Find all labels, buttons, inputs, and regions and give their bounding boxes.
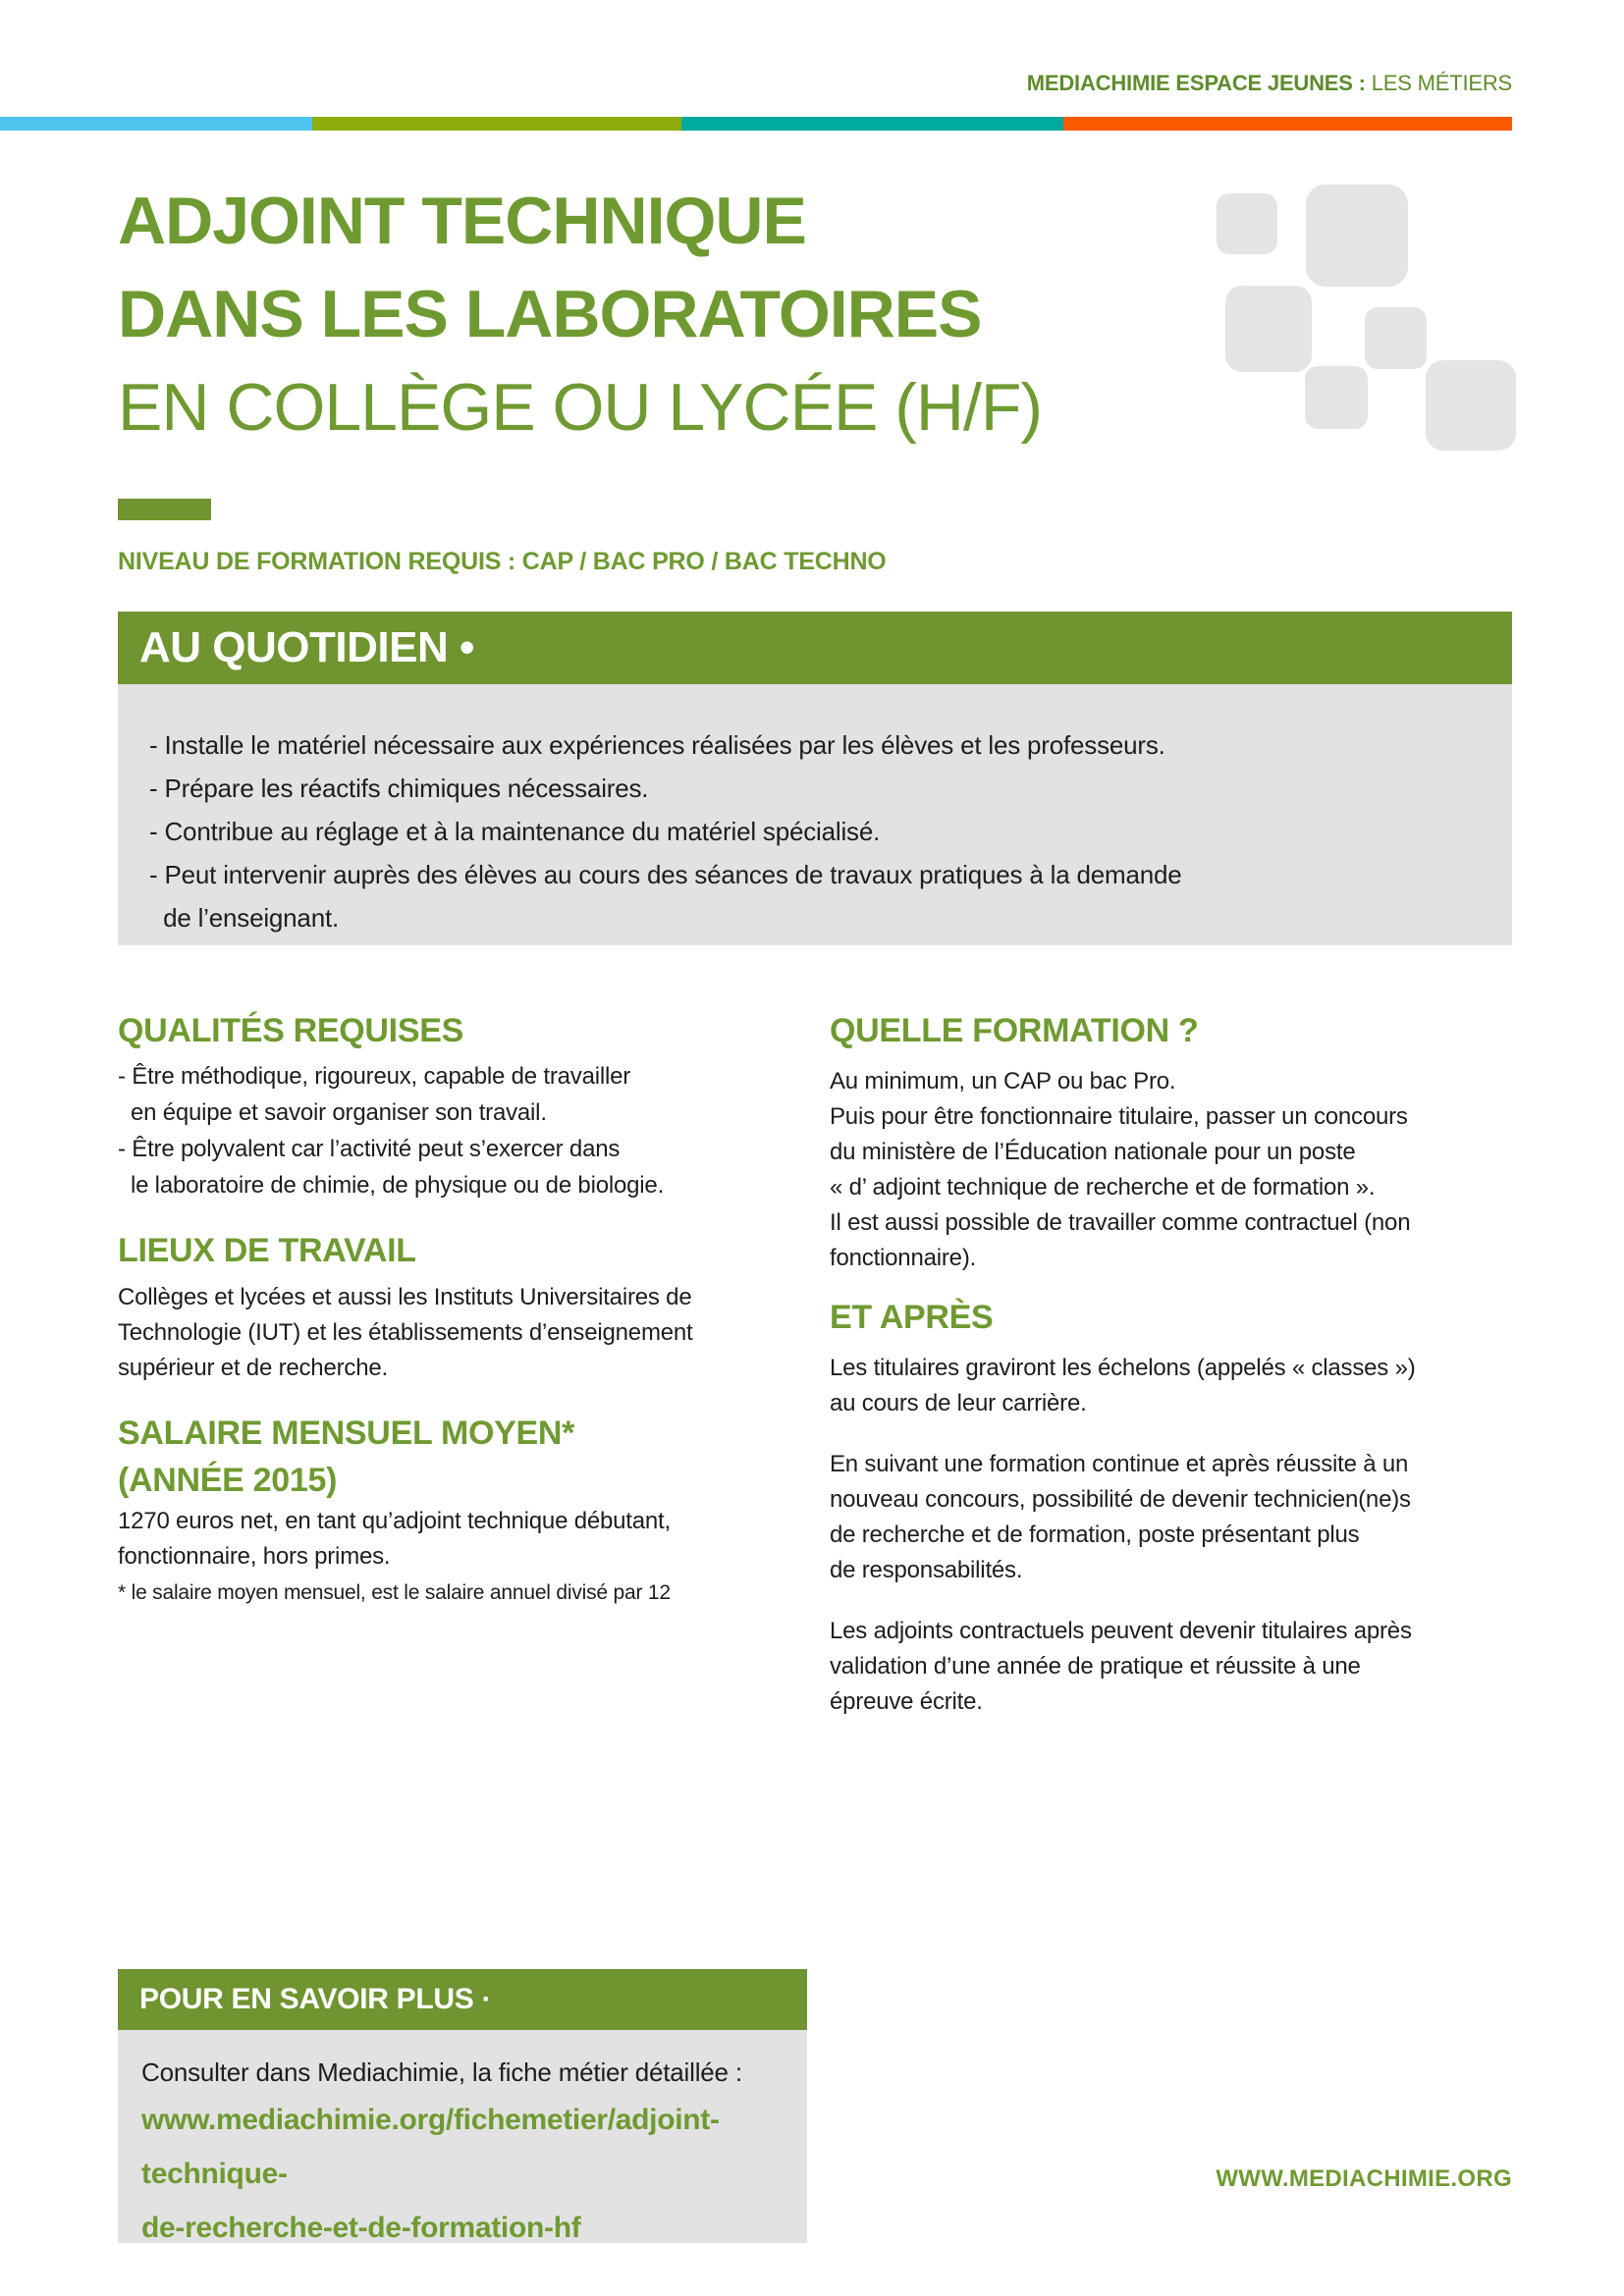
salary-heading-line2: (ANNÉE 2015): [118, 1462, 338, 1499]
after-line: de recherche et de formation, poste présentant plus: [830, 1522, 1360, 1548]
after-line: Les adjoints contractuels peuvent devenir titulaires après: [830, 1618, 1412, 1644]
workplace-line: supérieur et de recherche.: [118, 1355, 388, 1381]
salary-line: fonctionnaire, hors primes.: [118, 1543, 391, 1570]
more-info-intro: Consulter dans Mediachimie, la fiche métier détaillée :: [141, 2057, 742, 2087]
formation-line: Il est aussi possible de travailler comme contractuel (non: [830, 1209, 1411, 1236]
decor-square: [1305, 366, 1368, 429]
salary-heading-line1: SALAIRE MENSUEL MOYEN*: [118, 1415, 575, 1452]
quality-line: - Être polyvalent car l’activité peut s’exercer dans: [118, 1136, 621, 1162]
after-line: nouveau concours, possibilité de devenir technicien(ne)s: [830, 1486, 1411, 1513]
page-title-line2: DANS LES LABORATOIRES: [118, 277, 982, 351]
stripe-segment-orange: [1063, 117, 1512, 131]
decor-square: [1217, 193, 1277, 254]
stripe-segment-cyan: [0, 117, 312, 131]
brand-label: [1027, 71, 1512, 96]
after-line: Les titulaires graviront les échelons (appelés « classes »): [830, 1355, 1416, 1381]
after-text: [830, 1351, 1517, 1720]
decor-square: [1365, 307, 1427, 369]
salary-footnote: * le salaire moyen mensuel, est le salaire annuel divisé par 12: [118, 1581, 671, 1604]
after-line: [830, 1421, 1517, 1447]
left-column: [118, 1011, 805, 1608]
more-info-title: POUR EN SAVOIR PLUS ·: [139, 1983, 492, 2015]
formation-text: [830, 1064, 1517, 1276]
decor-square: [1306, 185, 1408, 287]
after-line: de responsabilités.: [830, 1557, 1023, 1583]
quality-line: - Être méthodique, rigoureux, capable de travailler: [118, 1063, 631, 1090]
quality-line: en équipe et savoir organiser son travail.: [118, 1099, 547, 1126]
daily-task-line: - Installe le matériel nécessaire aux expériences réalisées par les élèves et les professeurs.: [149, 730, 1165, 760]
daily-section-box: [118, 684, 1512, 945]
brand-label-regular: LES MÉTIERS: [1365, 71, 1512, 95]
right-column: [830, 1011, 1517, 1720]
after-line: au cours de leur carrière.: [830, 1390, 1087, 1416]
color-stripe: [0, 117, 1512, 131]
formation-line: « d’ adjoint technique de recherche et de formation ».: [830, 1174, 1376, 1201]
qualities-heading: QUALITÉS REQUISES: [118, 1012, 463, 1049]
workplaces-text: [118, 1280, 805, 1386]
salary-heading: [118, 1410, 805, 1504]
formation-heading: QUELLE FORMATION ?: [830, 1012, 1199, 1049]
page-title: [118, 175, 1042, 454]
formation-line: Puis pour être fonctionnaire titulaire, passer un concours: [830, 1103, 1408, 1130]
green-divider-rect: [118, 499, 211, 520]
after-line: épreuve écrite.: [830, 1688, 983, 1715]
daily-task-line: - Contribue au réglage et à la maintenance du matériel spécialisé.: [149, 817, 881, 846]
page-title-line1: ADJOINT TECHNIQUE: [118, 184, 806, 258]
daily-section-banner: [118, 612, 1512, 684]
formation-level-line: NIVEAU DE FORMATION REQUIS : CAP / BAC PRO / BAC TECHNO: [118, 548, 887, 575]
workplaces-heading: LIEUX DE TRAVAIL: [118, 1232, 416, 1269]
decor-square: [1426, 360, 1516, 451]
salary-text: [118, 1504, 805, 1575]
stripe-segment-teal: [681, 117, 1063, 131]
after-line: En suivant une formation continue et après réussite à un: [830, 1451, 1409, 1477]
formation-line: du ministère de l’Éducation nationale pour un poste: [830, 1139, 1356, 1165]
more-info-link-line[interactable]: de-recherche-et-de-formation-hf: [141, 2212, 581, 2244]
daily-task-line: - Peut intervenir auprès des élèves au cours des séances de travaux pratiques à la demande: [149, 860, 1182, 889]
after-heading: ET APRÈS: [830, 1299, 994, 1336]
salary-line: 1270 euros net, en tant qu’adjoint technique débutant,: [118, 1508, 671, 1534]
brand-label-bold: MEDIACHIMIE ESPACE JEUNES :: [1026, 71, 1366, 95]
formation-line: fonctionnaire).: [830, 1245, 977, 1271]
more-info-link-line[interactable]: www.mediachimie.org/fichemetier/adjoint-technique-: [141, 2104, 720, 2190]
stripe-segment-olive: [312, 117, 681, 131]
quality-line: le laboratoire de chimie, de physique ou de biologie.: [118, 1172, 665, 1199]
more-info-link[interactable]: [141, 2093, 784, 2255]
decor-square: [1225, 286, 1312, 372]
daily-task-line: - Prépare les réactifs chimiques nécessaires.: [149, 774, 649, 803]
more-info-banner: [118, 1969, 807, 2030]
more-info-box: [118, 2030, 807, 2243]
daily-section-title: AU QUOTIDIEN •: [139, 623, 474, 671]
workplace-line: Technologie (IUT) et les établissements d’enseignement: [118, 1319, 693, 1346]
qualities-list: [118, 1058, 805, 1203]
daily-task-line: de l’enseignant.: [149, 903, 340, 933]
after-line: validation d’une année de pratique et réussite à une: [830, 1653, 1361, 1680]
after-line: [830, 1588, 1517, 1614]
formation-line: Au minimum, un CAP ou bac Pro.: [830, 1068, 1176, 1095]
workplace-line: Collèges et lycées et aussi les Instituts Universitaires de: [118, 1284, 692, 1310]
page-title-line3: EN COLLÈGE OU LYCÉE (H/F): [118, 370, 1043, 445]
footer-site-url[interactable]: WWW.MEDIACHIMIE.ORG: [1216, 2165, 1512, 2192]
